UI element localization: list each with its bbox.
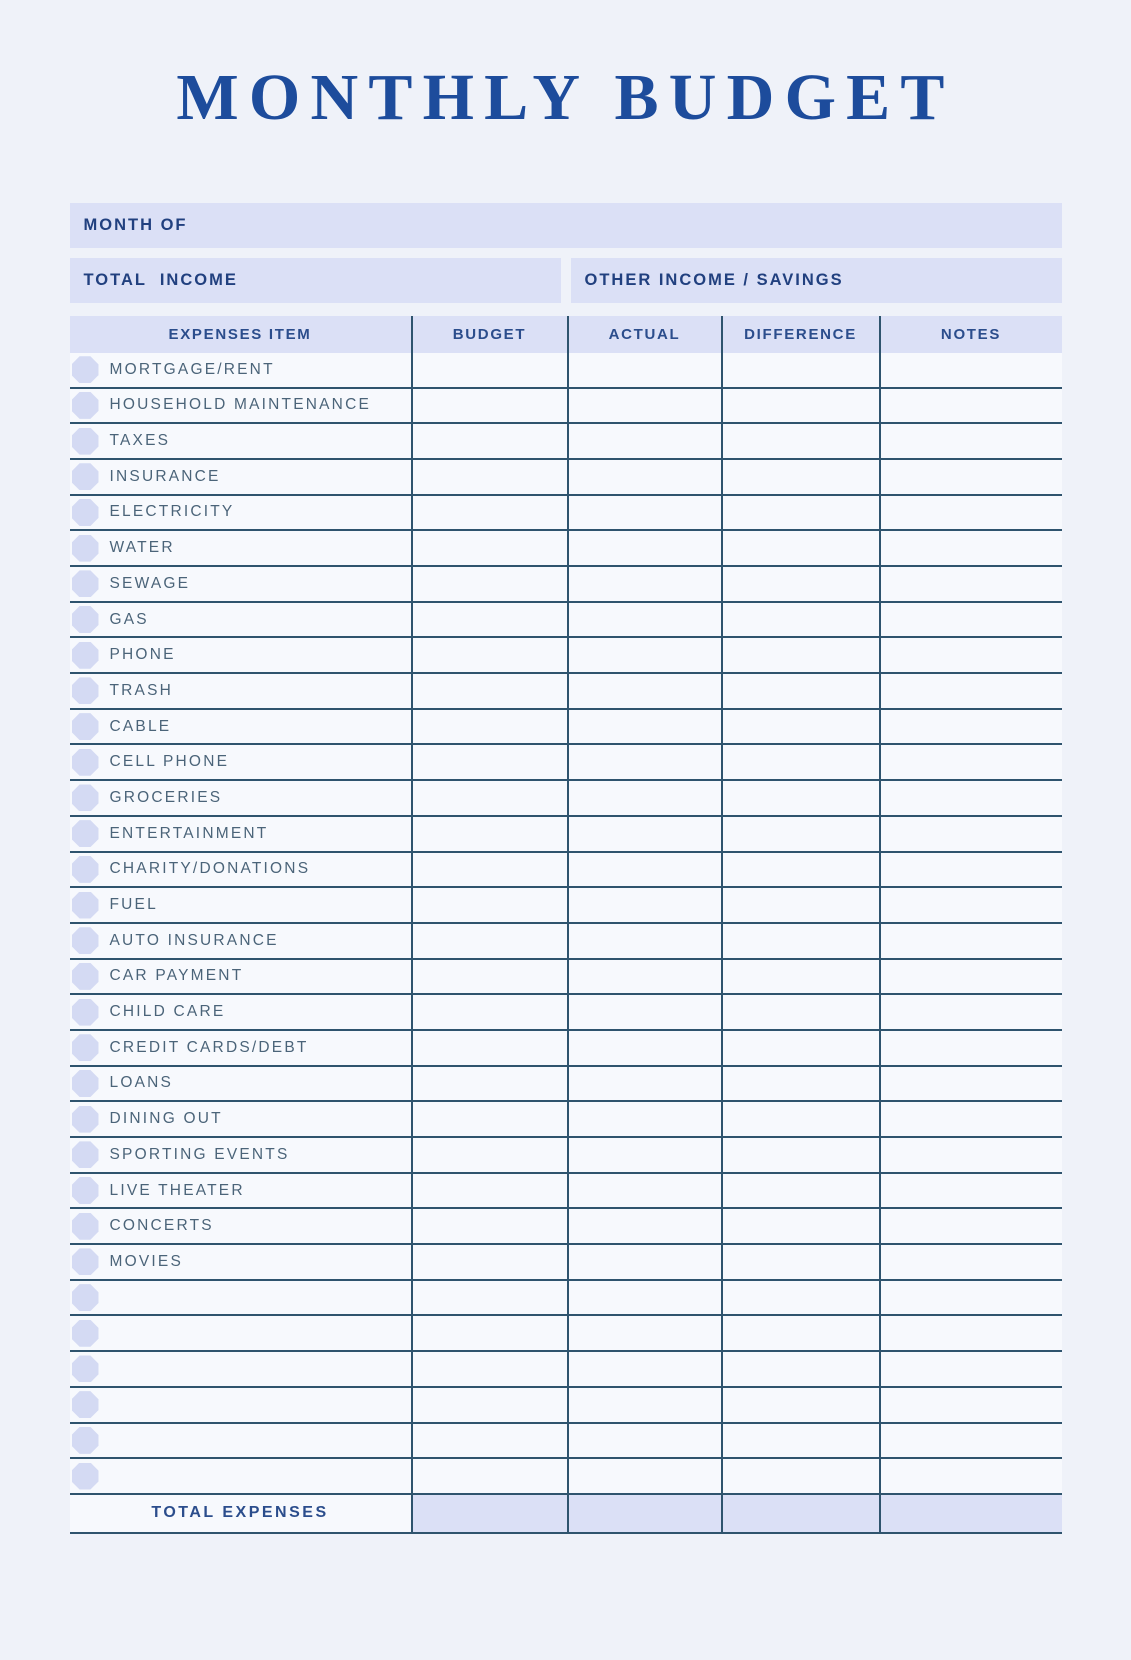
budget-cell[interactable]	[411, 1138, 567, 1172]
expense-item-cell	[70, 567, 411, 601]
expense-item-cell	[70, 1031, 411, 1065]
other-income-savings-bar	[571, 258, 1062, 303]
bullet-icon	[72, 1177, 99, 1204]
difference-cell[interactable]	[721, 817, 879, 851]
expense-item-label: GAS	[109, 610, 149, 628]
expense-row	[70, 424, 1062, 460]
budget-cell[interactable]	[411, 638, 567, 672]
difference-cell[interactable]	[721, 853, 879, 887]
budget-cell[interactable]	[411, 353, 567, 387]
actual-cell[interactable]	[567, 888, 721, 922]
budget-cell[interactable]	[411, 389, 567, 423]
notes-cell[interactable]	[879, 1352, 1062, 1386]
notes-cell[interactable]	[879, 603, 1062, 637]
column-header-label: DIFFERENCE	[744, 325, 857, 343]
expense-item-label: ENTERTAINMENT	[109, 824, 269, 842]
notes-cell[interactable]	[879, 496, 1062, 530]
actual-cell[interactable]	[567, 460, 721, 494]
actual-cell[interactable]	[567, 1281, 721, 1315]
expense-item-cell	[70, 995, 411, 1029]
expense-item-cell	[70, 1209, 411, 1243]
bullet-icon	[72, 784, 99, 811]
expenses-table	[70, 316, 1062, 1534]
expense-row	[70, 888, 1062, 924]
expense-item-cell	[70, 353, 411, 387]
actual-cell[interactable]	[567, 924, 721, 958]
budget-cell[interactable]	[411, 1459, 567, 1493]
actual-cell[interactable]	[567, 1067, 721, 1101]
expense-row	[70, 710, 1062, 746]
notes-cell[interactable]	[879, 638, 1062, 672]
actual-cell[interactable]	[567, 1459, 721, 1493]
bullet-icon	[72, 1284, 99, 1311]
expense-item-label: CABLE	[109, 717, 172, 735]
total-actual-cell[interactable]	[567, 1495, 721, 1532]
expense-item-cell	[70, 1388, 411, 1422]
budget-planner-page	[0, 60, 1131, 1660]
difference-cell[interactable]	[721, 1424, 879, 1458]
expense-row	[70, 1067, 1062, 1103]
difference-cell[interactable]	[721, 353, 879, 387]
column-header-difference	[721, 316, 879, 353]
actual-cell[interactable]	[567, 389, 721, 423]
expense-item-label: WATER	[109, 539, 175, 557]
bullet-icon	[72, 570, 99, 597]
difference-cell[interactable]	[721, 1281, 879, 1315]
actual-cell[interactable]	[567, 710, 721, 744]
table-body	[70, 353, 1062, 1495]
expense-item-cell	[70, 853, 411, 887]
expense-row	[70, 460, 1062, 496]
expense-row	[70, 603, 1062, 639]
column-header-label: BUDGET	[452, 325, 527, 343]
difference-cell[interactable]	[721, 781, 879, 815]
bullet-icon	[72, 677, 99, 704]
budget-cell[interactable]	[411, 1316, 567, 1350]
expense-item-cell	[70, 781, 411, 815]
total-income-label: TOTAL INCOME	[83, 270, 238, 289]
expense-item-cell	[70, 638, 411, 672]
notes-cell[interactable]	[879, 1316, 1062, 1350]
expense-row	[70, 1102, 1062, 1138]
difference-cell[interactable]	[721, 1316, 879, 1350]
expense-item-label: HOUSEHOLD MAINTENANCE	[109, 396, 372, 414]
actual-cell[interactable]	[567, 353, 721, 387]
total-income-bar	[70, 258, 561, 303]
expense-item-label: FUEL	[109, 896, 158, 914]
difference-cell[interactable]	[721, 674, 879, 708]
bullet-icon	[72, 1034, 99, 1061]
other-income-input-area[interactable]	[844, 258, 1062, 303]
bullet-icon	[72, 713, 99, 740]
bullet-icon	[72, 963, 99, 990]
budget-cell[interactable]	[411, 853, 567, 887]
expense-row-blank	[70, 1281, 1062, 1317]
bullet-icon	[72, 1106, 99, 1133]
expense-item-label: CHILD CARE	[109, 1003, 226, 1021]
expense-item-label: MOVIES	[109, 1252, 183, 1270]
difference-cell[interactable]	[721, 710, 879, 744]
bullet-icon	[72, 1248, 99, 1275]
income-bars-row	[70, 258, 1062, 303]
difference-cell[interactable]	[721, 1209, 879, 1243]
actual-cell[interactable]	[567, 1031, 721, 1065]
total-notes-cell[interactable]	[879, 1495, 1062, 1532]
actual-cell[interactable]	[567, 603, 721, 637]
expense-item-cell	[70, 1067, 411, 1101]
expense-item-label: ELECTRICITY	[109, 503, 235, 521]
bullet-icon	[72, 1463, 99, 1490]
column-header-budget	[411, 316, 567, 353]
expense-row	[70, 1245, 1062, 1281]
expense-row-blank	[70, 1424, 1062, 1460]
actual-cell[interactable]	[567, 531, 721, 565]
budget-cell[interactable]	[411, 603, 567, 637]
expense-item-label: AUTO INSURANCE	[109, 931, 279, 949]
notes-cell[interactable]	[879, 1424, 1062, 1458]
actual-cell[interactable]	[567, 1316, 721, 1350]
column-header-label: ACTUAL	[608, 325, 681, 343]
bullet-icon	[72, 463, 99, 490]
difference-cell[interactable]	[721, 1459, 879, 1493]
expense-row	[70, 353, 1062, 389]
total-income-input-area[interactable]	[238, 258, 561, 303]
budget-cell[interactable]	[411, 1102, 567, 1136]
expense-item-cell	[70, 960, 411, 994]
bullet-icon	[72, 499, 99, 526]
budget-cell[interactable]	[411, 1174, 567, 1208]
notes-cell[interactable]	[879, 853, 1062, 887]
expense-item-cell	[70, 389, 411, 423]
budget-cell[interactable]	[411, 1352, 567, 1386]
notes-cell[interactable]	[879, 960, 1062, 994]
budget-cell[interactable]	[411, 710, 567, 744]
budget-cell[interactable]	[411, 496, 567, 530]
budget-cell[interactable]	[411, 567, 567, 601]
notes-cell[interactable]	[879, 531, 1062, 565]
difference-cell[interactable]	[721, 1174, 879, 1208]
bullet-icon	[72, 927, 99, 954]
total-expenses-row	[70, 1495, 1062, 1534]
expense-item-label: CAR PAYMENT	[109, 967, 244, 985]
actual-cell[interactable]	[567, 853, 721, 887]
difference-cell[interactable]	[721, 960, 879, 994]
expense-item-cell	[70, 1316, 411, 1350]
budget-cell[interactable]	[411, 1209, 567, 1243]
notes-cell[interactable]	[879, 1067, 1062, 1101]
notes-cell[interactable]	[879, 745, 1062, 779]
notes-cell[interactable]	[879, 817, 1062, 851]
budget-cell[interactable]	[411, 781, 567, 815]
expense-row	[70, 389, 1062, 425]
expense-item-label: MORTGAGE/RENT	[109, 360, 275, 378]
difference-cell[interactable]	[721, 745, 879, 779]
notes-cell[interactable]	[879, 1281, 1062, 1315]
expense-row	[70, 1209, 1062, 1245]
actual-cell[interactable]	[567, 1388, 721, 1422]
other-income-savings-label: OTHER INCOME / SAVINGS	[584, 270, 844, 289]
expense-item-cell	[70, 924, 411, 958]
bullet-icon	[72, 856, 99, 883]
notes-cell[interactable]	[879, 1102, 1062, 1136]
notes-cell[interactable]	[879, 1245, 1062, 1279]
notes-cell[interactable]	[879, 781, 1062, 815]
total-expenses-label-cell	[70, 1495, 411, 1532]
expense-item-label: SPORTING EVENTS	[109, 1145, 290, 1163]
page-title: MONTHLY BUDGET	[176, 61, 955, 134]
actual-cell[interactable]	[567, 817, 721, 851]
expense-item-label: GROCERIES	[109, 788, 223, 806]
budget-cell[interactable]	[411, 1031, 567, 1065]
budget-cell[interactable]	[411, 1424, 567, 1458]
difference-cell[interactable]	[721, 1031, 879, 1065]
expense-item-cell	[70, 745, 411, 779]
expense-item-label: CELL PHONE	[109, 753, 230, 771]
bullet-icon	[72, 392, 99, 419]
total-difference-cell[interactable]	[721, 1495, 879, 1532]
bullet-icon	[72, 999, 99, 1026]
expense-row-blank	[70, 1388, 1062, 1424]
difference-cell[interactable]	[721, 888, 879, 922]
total-budget-cell[interactable]	[411, 1495, 567, 1532]
bullet-icon	[72, 1320, 99, 1347]
total-expenses-label: TOTAL EXPENSES	[151, 1504, 329, 1522]
budget-cell[interactable]	[411, 1067, 567, 1101]
notes-cell[interactable]	[879, 674, 1062, 708]
expense-item-label: SEWAGE	[109, 574, 191, 592]
bullet-icon	[72, 428, 99, 455]
expense-item-cell	[70, 1281, 411, 1315]
month-of-input-area[interactable]	[188, 203, 1062, 248]
expense-row	[70, 1138, 1062, 1174]
expense-row	[70, 531, 1062, 567]
difference-cell[interactable]	[721, 424, 879, 458]
actual-cell[interactable]	[567, 1102, 721, 1136]
expense-row	[70, 567, 1062, 603]
bullet-icon	[72, 749, 99, 776]
expense-item-cell	[70, 817, 411, 851]
difference-cell[interactable]	[721, 389, 879, 423]
difference-cell[interactable]	[721, 603, 879, 637]
bullet-icon	[72, 535, 99, 562]
expense-item-label: LIVE THEATER	[109, 1181, 245, 1199]
budget-cell[interactable]	[411, 1281, 567, 1315]
actual-cell[interactable]	[567, 781, 721, 815]
actual-cell[interactable]	[567, 1352, 721, 1386]
actual-cell[interactable]	[567, 1245, 721, 1279]
notes-cell[interactable]	[879, 1138, 1062, 1172]
difference-cell[interactable]	[721, 1067, 879, 1101]
notes-cell[interactable]	[879, 1209, 1062, 1243]
difference-cell[interactable]	[721, 924, 879, 958]
expense-row-blank	[70, 1352, 1062, 1388]
month-of-bar	[70, 203, 1062, 248]
budget-cell[interactable]	[411, 1388, 567, 1422]
expense-row	[70, 1031, 1062, 1067]
expense-row	[70, 674, 1062, 710]
expense-item-cell	[70, 674, 411, 708]
expense-row	[70, 638, 1062, 674]
expense-row	[70, 496, 1062, 532]
expense-item-cell	[70, 531, 411, 565]
expense-item-cell	[70, 888, 411, 922]
expense-item-cell	[70, 1459, 411, 1493]
actual-cell[interactable]	[567, 995, 721, 1029]
expense-row	[70, 1174, 1062, 1210]
difference-cell[interactable]	[721, 1352, 879, 1386]
expense-item-cell	[70, 1424, 411, 1458]
column-header-notes	[879, 316, 1062, 353]
notes-cell[interactable]	[879, 710, 1062, 744]
expense-row-blank	[70, 1459, 1062, 1495]
expense-item-cell	[70, 710, 411, 744]
budget-cell[interactable]	[411, 960, 567, 994]
column-header-label: NOTES	[940, 325, 1002, 343]
bullet-icon	[72, 1391, 99, 1418]
actual-cell[interactable]	[567, 1424, 721, 1458]
budget-cell[interactable]	[411, 424, 567, 458]
difference-cell[interactable]	[721, 995, 879, 1029]
expense-row	[70, 781, 1062, 817]
budget-cell[interactable]	[411, 531, 567, 565]
bullet-icon	[72, 356, 99, 383]
expense-item-cell	[70, 496, 411, 530]
notes-cell[interactable]	[879, 424, 1062, 458]
actual-cell[interactable]	[567, 638, 721, 672]
notes-cell[interactable]	[879, 1459, 1062, 1493]
expense-row-blank	[70, 1316, 1062, 1352]
difference-cell[interactable]	[721, 1245, 879, 1279]
difference-cell[interactable]	[721, 531, 879, 565]
budget-cell[interactable]	[411, 460, 567, 494]
difference-cell[interactable]	[721, 638, 879, 672]
budget-cell[interactable]	[411, 888, 567, 922]
column-header-expenses-item	[70, 316, 411, 353]
notes-cell[interactable]	[879, 567, 1062, 601]
month-of-label: MONTH OF	[83, 215, 188, 234]
budget-cell[interactable]	[411, 817, 567, 851]
notes-cell[interactable]	[879, 389, 1062, 423]
expense-item-label: LOANS	[109, 1074, 174, 1092]
actual-cell[interactable]	[567, 745, 721, 779]
difference-cell[interactable]	[721, 1138, 879, 1172]
budget-cell[interactable]	[411, 924, 567, 958]
bullet-icon	[72, 1427, 99, 1454]
expense-item-label: DINING OUT	[109, 1110, 223, 1128]
bullet-icon	[72, 606, 99, 633]
expense-row	[70, 817, 1062, 853]
expense-item-label: CONCERTS	[109, 1217, 214, 1235]
difference-cell[interactable]	[721, 496, 879, 530]
expense-item-label: CREDIT CARDS/DEBT	[109, 1038, 309, 1056]
actual-cell[interactable]	[567, 424, 721, 458]
expense-row	[70, 960, 1062, 996]
bullet-icon	[72, 892, 99, 919]
bullet-icon	[72, 1141, 99, 1168]
expense-row	[70, 924, 1062, 960]
notes-cell[interactable]	[879, 1388, 1062, 1422]
notes-cell[interactable]	[879, 353, 1062, 387]
bullet-icon	[72, 1213, 99, 1240]
expense-item-cell	[70, 460, 411, 494]
budget-cell[interactable]	[411, 674, 567, 708]
bullet-icon	[72, 1355, 99, 1382]
expense-item-label: TAXES	[109, 432, 171, 450]
notes-cell[interactable]	[879, 995, 1062, 1029]
expense-item-cell	[70, 1138, 411, 1172]
expense-row	[70, 745, 1062, 781]
actual-cell[interactable]	[567, 1209, 721, 1243]
difference-cell[interactable]	[721, 567, 879, 601]
expense-item-label: TRASH	[109, 681, 174, 699]
bullet-icon	[72, 1070, 99, 1097]
actual-cell[interactable]	[567, 1138, 721, 1172]
bullet-icon	[72, 820, 99, 847]
notes-cell[interactable]	[879, 1031, 1062, 1065]
budget-cell[interactable]	[411, 1245, 567, 1279]
difference-cell[interactable]	[721, 460, 879, 494]
expense-row	[70, 853, 1062, 889]
actual-cell[interactable]	[567, 960, 721, 994]
notes-cell[interactable]	[879, 888, 1062, 922]
expense-item-label: INSURANCE	[109, 467, 221, 485]
budget-cell[interactable]	[411, 745, 567, 779]
difference-cell[interactable]	[721, 1388, 879, 1422]
actual-cell[interactable]	[567, 1174, 721, 1208]
actual-cell[interactable]	[567, 496, 721, 530]
table-header-row	[70, 316, 1062, 353]
expense-item-label: CHARITY/DONATIONS	[109, 860, 311, 878]
difference-cell[interactable]	[721, 1102, 879, 1136]
expense-item-cell	[70, 424, 411, 458]
actual-cell[interactable]	[567, 674, 721, 708]
actual-cell[interactable]	[567, 567, 721, 601]
expense-item-cell	[70, 1174, 411, 1208]
notes-cell[interactable]	[879, 924, 1062, 958]
expense-item-label: PHONE	[109, 646, 176, 664]
expense-item-cell	[70, 1245, 411, 1279]
expense-item-cell	[70, 603, 411, 637]
expense-item-cell	[70, 1352, 411, 1386]
expense-item-cell	[70, 1102, 411, 1136]
column-header-label: EXPENSES ITEM	[168, 325, 312, 343]
budget-cell[interactable]	[411, 995, 567, 1029]
expense-row	[70, 995, 1062, 1031]
notes-cell[interactable]	[879, 1174, 1062, 1208]
bullet-icon	[72, 642, 99, 669]
notes-cell[interactable]	[879, 460, 1062, 494]
column-header-actual	[567, 316, 721, 353]
